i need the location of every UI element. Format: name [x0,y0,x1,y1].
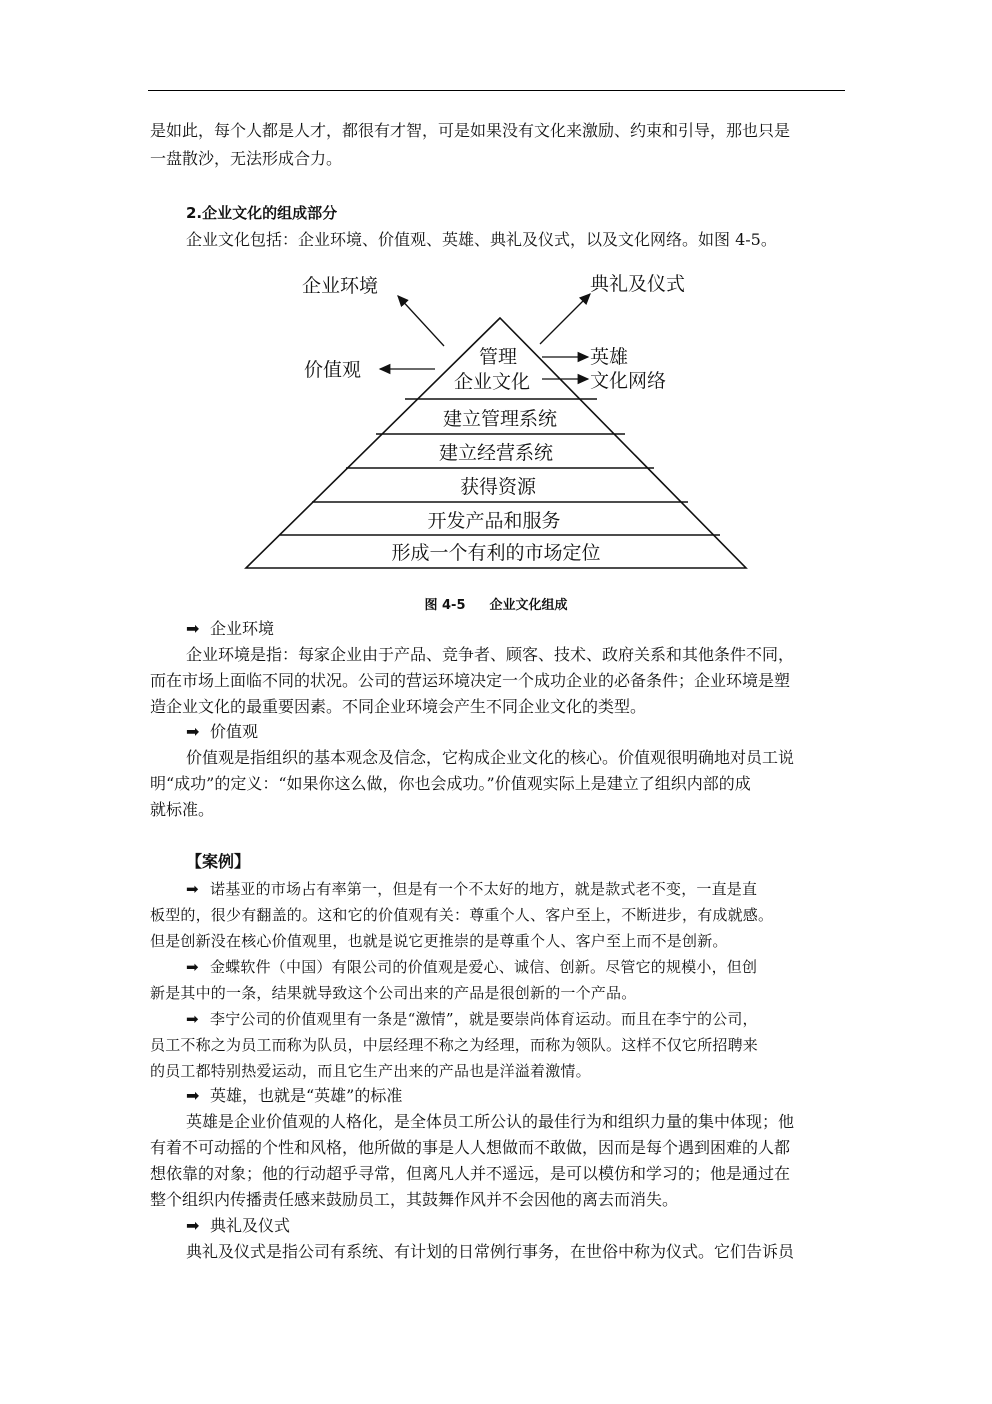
bullet-env [186,619,886,639]
hero-line-2: 有着不可动摇的个性和风格，他所做的事是人人想做而不敢做，因而是每个遇到困难的人都 [150,1138,791,1157]
label-values: 价值观 [304,359,362,381]
level-2: 建立经营系统 [438,442,554,464]
bullet-hero [186,1086,886,1106]
bullet-values [186,722,886,742]
case-text: 李宁公司的价值观里有一条是“激情”，就是要崇尚体育运动。而且在李宁的公司， [210,1010,758,1028]
label-hero: 英雄 [590,346,629,368]
level-4: 开发产品和服务 [427,510,561,532]
ceremony-line-1: 典礼及仪式是指公司有系统、有计划的日常例行事务，在世俗中称为仪式。它们告诉员 [186,1242,795,1261]
values-line-2: 明“成功”的定义：“如果你这么做，你也会成功。”价值观实际上是建立了组织内部的成 [150,774,751,793]
hero-line-1: 英雄是企业价值观的人格化，是全体员工所公认的最佳行为和组织力量的集中体现；他 [186,1112,795,1131]
env-line-1: 企业环境是指：每家企业由于产品、竞争者、顾客、技术、政府关系和其他条件不同， [186,645,795,664]
env-line-2: 而在市场上面临不同的状况。公司的营运环境决定一个成功企业的必备条件；企业环境是塑 [150,671,791,690]
values-heading: 价值观 [210,722,259,741]
values-line-3: 就标准。 [150,800,215,819]
case-item-1-line-3: 但是创新没在核心价值观里，也就是说它更推崇的是尊重个人、客户至上而不是创新。 [150,932,728,950]
caption-text: 企业文化组成 [489,598,568,613]
section-heading: 2.企业文化的组成部分 [186,204,338,222]
case-item-1-line-1 [186,879,886,899]
env-line-3: 造企业文化的最重要因素。不同企业环境会产生不同企业文化的类型。 [150,697,647,716]
ceremony-heading: 典礼及仪式 [210,1216,291,1235]
arrow-right-icon: ➡ [186,1086,200,1105]
case-text: 金蝶软件（中国）有限公司的价值观是爱心、诚信、创新。尽管它的规模小，但创 [210,958,758,976]
case-item-3-line-2: 员工不称之为员工而称为队员，中层经理不称之为经理，而称为领队。这样不仅它所招聘来 [150,1036,759,1054]
label-network: 文化网络 [590,370,667,392]
figure-caption [0,594,992,613]
case-item-1-line-2: 板型的，很少有翻盖的。这和它的价值观有关：尊重个人、客户至上，不断进步，有成就感。 [150,906,774,924]
intro-line-1: 是如此，每个人都是人才，都很有才智，可是如果没有文化来激励、约束和引导，那也只是 [150,121,791,140]
case-heading: 【案例】 [186,852,251,871]
level-5: 形成一个有利的市场定位 [391,542,601,564]
arrow-right-icon: ➡ [186,958,199,976]
arrow-right-icon: ➡ [186,1216,200,1235]
hero-line-4: 整个组织内传播责任感来鼓励员工，其鼓舞作风并不会因他的离去而消失。 [150,1190,679,1209]
caption-number: 图 4-5 [424,598,466,613]
intro-line-2: 一盘散沙，无法形成合力。 [150,149,343,168]
label-ceremony: 典礼及仪式 [590,273,686,295]
case-item-3-line-3: 的员工都特别热爱运动，而且它生产出来的产品也是洋溢着激情。 [150,1062,591,1080]
arrow-right-icon: ➡ [186,880,199,898]
level-3: 获得资源 [459,476,537,498]
arrow-top-left [398,296,444,346]
arrow-right-icon: ➡ [186,1010,199,1028]
level-1: 建立管理系统 [442,408,558,430]
case-item-2-line-2: 新是其中的一条，结果就导致这个公司出来的产品是很创新的一个产品。 [150,984,637,1002]
apex-line-2: 企业文化 [453,371,531,393]
bullet-ceremony [186,1216,886,1236]
arrow-top-right [540,294,590,344]
arrow-right-icon: ➡ [186,722,200,741]
case-text: 诺基亚的市场占有率第一，但是有一个不太好的地方，就是款式老不变，一直是直 [210,880,758,898]
hero-line-3: 想依靠的对象；他的行动超乎寻常，但离凡人并不遥远，是可以模仿和学习的；他是通过在 [150,1164,791,1183]
case-item-2-line-1 [186,957,886,977]
env-heading: 企业环境 [210,619,275,638]
hero-heading: 英雄，也就是“英雄”的标准 [210,1086,403,1105]
section-intro: 企业文化包括：企业环境、价值观、英雄、典礼及仪式，以及文化网络。如图 4-5。 [186,230,777,249]
case-item-3-line-1 [186,1009,886,1029]
header-rule [148,90,845,91]
label-environment: 企业环境 [302,275,379,297]
arrow-right-icon: ➡ [186,619,200,638]
values-line-1: 价值观是指组织的基本观念及信念，它构成企业文化的核心。价值观很明确地对员工说 [186,748,795,767]
culture-pyramid-diagram [240,262,760,582]
apex-line-1: 管理 [478,346,518,368]
